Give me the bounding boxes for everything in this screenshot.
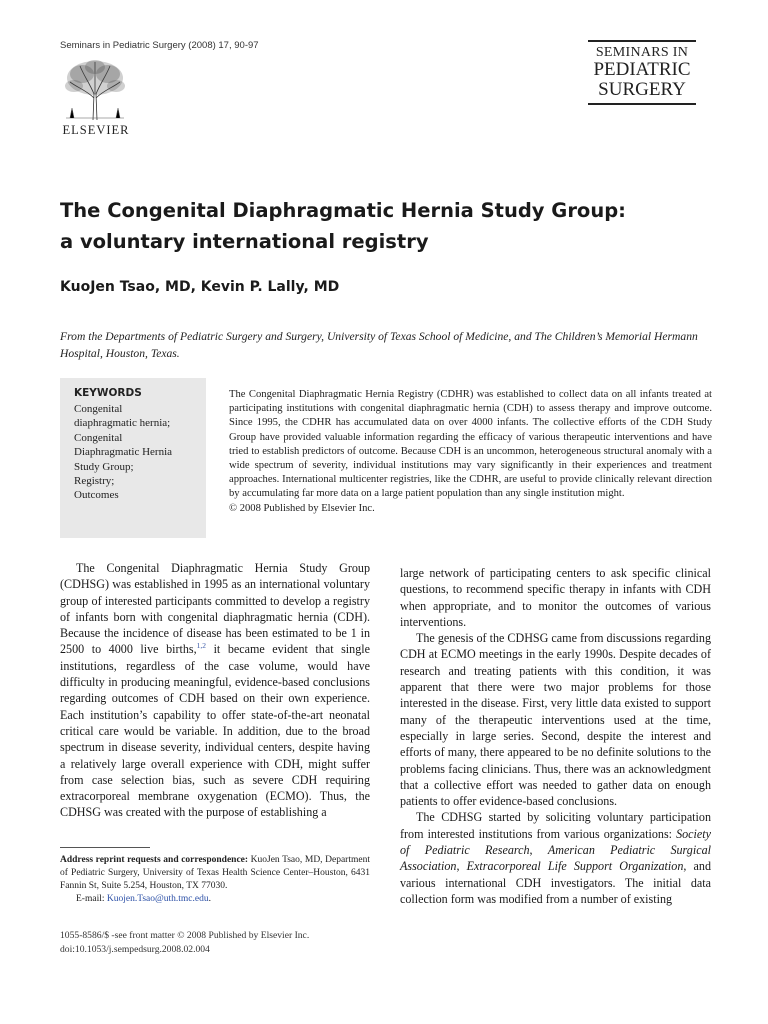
abstract-text: The Congenital Diaphragmatic Hernia Registry (CDHR) was established to collect data on all infants treated at participating institutions with congenital diaphragmatic hernia (CDH) to assess therapy and improve outcome. Since 1995, the CDHR has accumulated data on over 4000 infants. The collective efforts of the CDH Study Group have provided valuable information regarding the efficacy of various therapeutic interventions and have tried to establish predictors of outcome. Because CDH is an uncommon, heterogeneous structural anomaly with a wide spectrum of severity, individual institutions may vary significantly in their experiences and treatment approaches. International multicenter registries, like the CDHR, are useful to provide clinically relevant direction by accumulating far more data on a large patient population than any single institution might.: [229, 389, 712, 500]
footnote-rule: [60, 847, 150, 848]
journal-name-line1: SEMINARS IN: [595, 45, 689, 60]
citation-reference-link[interactable]: 1,2: [196, 641, 207, 651]
front-matter: [60, 929, 309, 956]
body-column-right: [400, 565, 711, 907]
elsevier-tree-logo-icon: [60, 58, 130, 122]
keywords-heading: KEYWORDS: [74, 387, 142, 399]
body-paragraph: [400, 809, 711, 907]
journal-masthead: [588, 40, 696, 105]
article-title-line2: a voluntary international registry: [60, 230, 429, 253]
organization-name: Extracorporeal Life Support Organization: [466, 859, 684, 874]
masthead-rule-top: [588, 40, 696, 42]
journal-citation: Seminars in Pediatric Surgery (2008) 17, 90-97: [60, 40, 259, 51]
email-label: E-mail:: [76, 894, 107, 904]
author-affiliation: From the Departments of Pediatric Surgery and Surgery, University of Texas School of Medicine, and The Children’s Memorial Hermann Hospital, Houston, Texas.: [60, 330, 698, 360]
doi-line: doi:10.1053/j.sempedsurg.2008.02.004: [60, 943, 210, 955]
keyword-item: diaphragmatic hernia;: [74, 417, 171, 430]
keyword-item: Congenital: [74, 403, 123, 415]
keyword-item: Study Group;: [74, 460, 134, 473]
masthead-rule-bottom: [588, 103, 696, 105]
correspondence-footnote: [60, 854, 370, 906]
article-title-line1: The Congenital Diaphragmatic Hernia Study Group:: [60, 199, 626, 222]
journal-name-line3: SURGERY: [598, 79, 686, 100]
body-text: The Congenital Diaphragmatic Hernia Study Group (CDHSG) was established in 1995 as an international voluntary group of interested participants committed to develop a registry of infants born with congenital diaphragmatic hernia (CDH). Because the incidence of disease has been estimated to be 1 in 2500 to 4000 live births,: [60, 561, 370, 657]
body-column-left: [60, 560, 370, 821]
email-end: .: [208, 894, 211, 904]
journal-name-line2: PEDIATRIC: [593, 59, 691, 80]
organization-name: American Pediatric Surgical Association: [400, 843, 711, 874]
abstract-copyright: © 2008 Published by Elsevier Inc.: [229, 502, 375, 514]
body-paragraph: large network of participating centers to ask specific clinical questions, to recommend specific therapy in infants with CDH when appropriate, and to monitor the outcomes of various interventions.: [400, 566, 711, 629]
keyword-item: Registry;: [74, 475, 115, 488]
body-text: , and various international CDH investigators. The initial data collection form was modified from a number of existing: [400, 859, 712, 906]
keyword-item: Diaphragmatic Hernia: [74, 446, 173, 459]
footnote-label: Address reprint requests and correspondence:: [60, 855, 249, 865]
body-text: ,: [529, 843, 548, 858]
body-paragraph: The genesis of the CDHSG came from discussions regarding CDH at ECMO meetings in the early 1990s. Despite decades of research and treating patients with this condition, it was apparent that there were two major problems for those interested in the disease. First, very little data existed to support many of the therapeutic interventions used at the time, especially in large series. Second, despite the interest and efforts of many, there appeared to be no definite solutions to the problems facing clinicians. Thus, there was an acknowledgment that a collective effort was needed to gather data on enough patients to offer evidence-based conclusions.: [400, 631, 711, 809]
keyword-item: Outcomes: [74, 489, 119, 502]
article-authors: KuoJen Tsao, MD, Kevin P. Lally, MD: [60, 279, 340, 295]
keyword-item: Congenital: [74, 431, 123, 444]
footnote-text: KuoJen Tsao, MD, Department of Pediatric Surgery, University of Texas Health Science Center–Houston, 6431 Fannin St, Suite 5.254, Houston, TX 77030.: [60, 855, 370, 891]
organization-name: Society of Pediatric Research: [400, 826, 711, 858]
body-text: it became evident that single institutions, regardless of the case volume, would have difficulty in producing meaningful, evidence-based conclusions regarding outcomes of CDH based on their own experience. Each institution’s capability to offer state-of-the-art neonatal critical care would be variable. In addition, due to the broad spectrum in disease severity, individual centers, despite having a relatively large overall experience with CDH, might suffer from case selection bias, such as severe CDH requiring extracorporeal membrane oxygenation (ECMO). Thus, the CDHSG was created with the purpose of establishing a: [60, 642, 370, 820]
article-title: [60, 195, 720, 257]
body-text: The CDHSG started by soliciting voluntary participation from interested institutions from various organizations:: [400, 810, 711, 841]
body-text: ,: [456, 859, 467, 874]
abstract: [229, 388, 712, 516]
publisher-logo-text: ELSEVIER: [62, 123, 130, 137]
keywords-box: [60, 378, 206, 538]
body-paragraph: [60, 560, 370, 821]
email-link[interactable]: Kuojen.Tsao@uth.tmc.edu: [106, 894, 209, 904]
issn-line: 1055-8586/$ -see front matter © 2008 Published by Elsevier Inc.: [60, 930, 310, 941]
